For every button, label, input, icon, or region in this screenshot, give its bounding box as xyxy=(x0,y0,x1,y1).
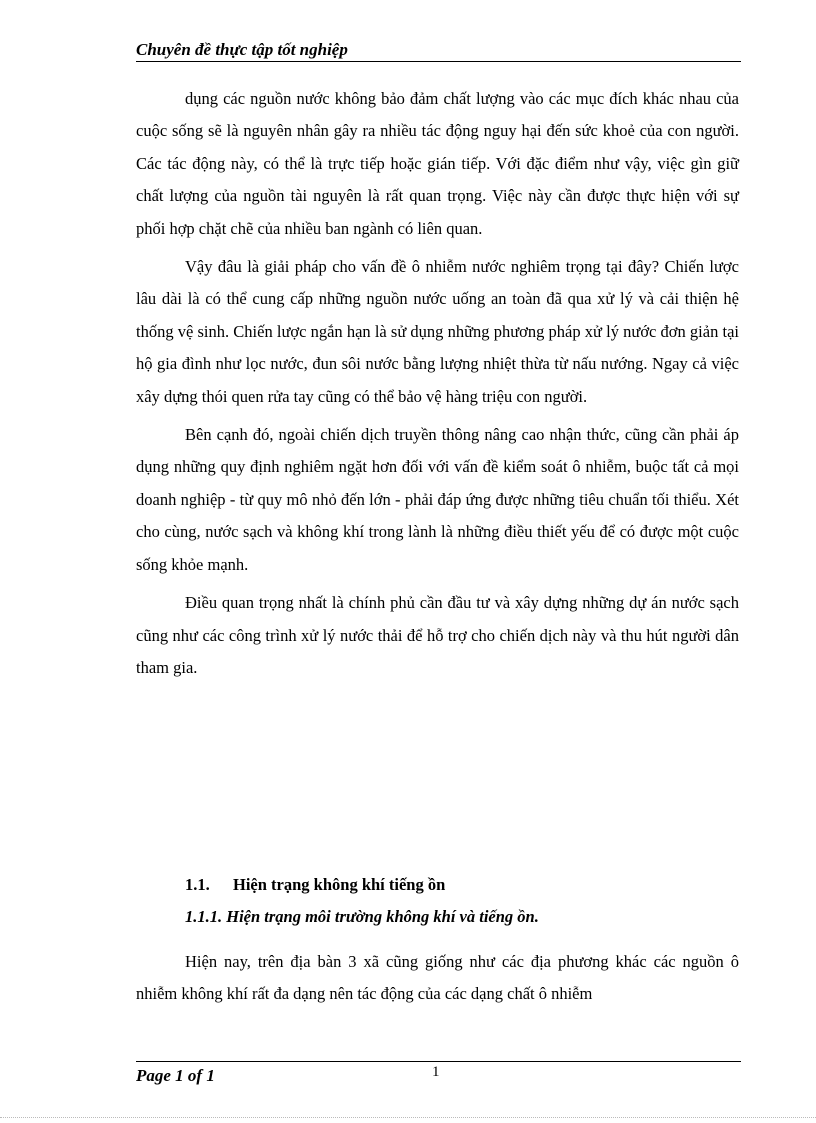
section-number: 1.1. xyxy=(185,875,210,894)
paragraph-4: Điều quan trọng nhất là chính phủ cần đầu tư và xây dựng những dự án nước sạch cũng như các công trình xử lý nước thải để hỗ trợ cho chiến dịch này và thu hút người dân tham gia. xyxy=(136,593,739,677)
section-heading xyxy=(185,875,445,895)
paragraph-3: Bên cạnh đó, ngoài chiến dịch truyền thông nâng cao nhận thức, cũng cần phải áp dụng những quy định nghiêm ngặt hơn đối với vấn đề kiểm soát ô nhiễm, buộc tất cả mọi doanh nghiệp - từ quy mô nhỏ đến lớn - phải đáp ứng được những tiêu chuẩn tối thiểu. Xét cho cùng, nước sạch và không khí trong lành là những điều thiết yếu để có được một cuộc sống khỏe mạnh. xyxy=(136,425,739,574)
footer-page-label: Page 1 of 1 xyxy=(136,1066,215,1085)
paragraph-1: dụng các nguồn nước không bảo đảm chất lượng vào các mục đích khác nhau của cuộc sống sẽ là nguyên nhân gây ra nhiều tác động nguy hại đến sức khoẻ của con người. Các tác động này, có thể là trực tiếp hoặc gián tiếp. Với đặc điểm như vậy, việc gìn giữ chất lượng của nguồn tài nguyên là rất quan trọng. Việc này cần được thực hiện với sự phối hợp chặt chẽ của nhiều ban ngành có liên quan. xyxy=(136,89,739,238)
page-number: 1 xyxy=(432,1064,440,1080)
body-text-continued xyxy=(136,946,739,1011)
page-boundary xyxy=(0,1117,816,1118)
subsection-heading: 1.1.1. Hiện trạng môi trường không khí và tiếng ồn. xyxy=(185,907,539,926)
header-divider xyxy=(136,61,741,62)
running-header-title: Chuyên đề thực tập tốt nghiệp xyxy=(136,40,348,59)
paragraph-5: Hiện nay, trên địa bàn 3 xã cũng giống như các địa phương khác các nguồn ô nhiễm không khí rất đa dạng nên tác động của các dạng chất ô nhiễm xyxy=(136,952,739,1004)
section-title: Hiện trạng không khí tiếng ồn xyxy=(233,875,446,894)
body-text xyxy=(136,83,739,690)
footer-divider xyxy=(136,1061,741,1062)
paragraph-2: Vậy đâu là giải pháp cho vấn đề ô nhiễm nước nghiêm trọng tại đây? Chiến lược lâu dài là có thể cung cấp những nguồn nước uống an toàn đã qua xử lý và cải thiện hệ thống vệ sinh. Chiến lược ngắn hạn là sử dụng những phương pháp xử lý nước đơn giản tại hộ gia đình như lọc nước, đun sôi nước bằng lượng nhiệt thừa từ nấu nướng. Ngay cả việc xây dựng thói quen rửa tay cũng có thể bảo vệ hàng triệu con người. xyxy=(136,257,739,406)
